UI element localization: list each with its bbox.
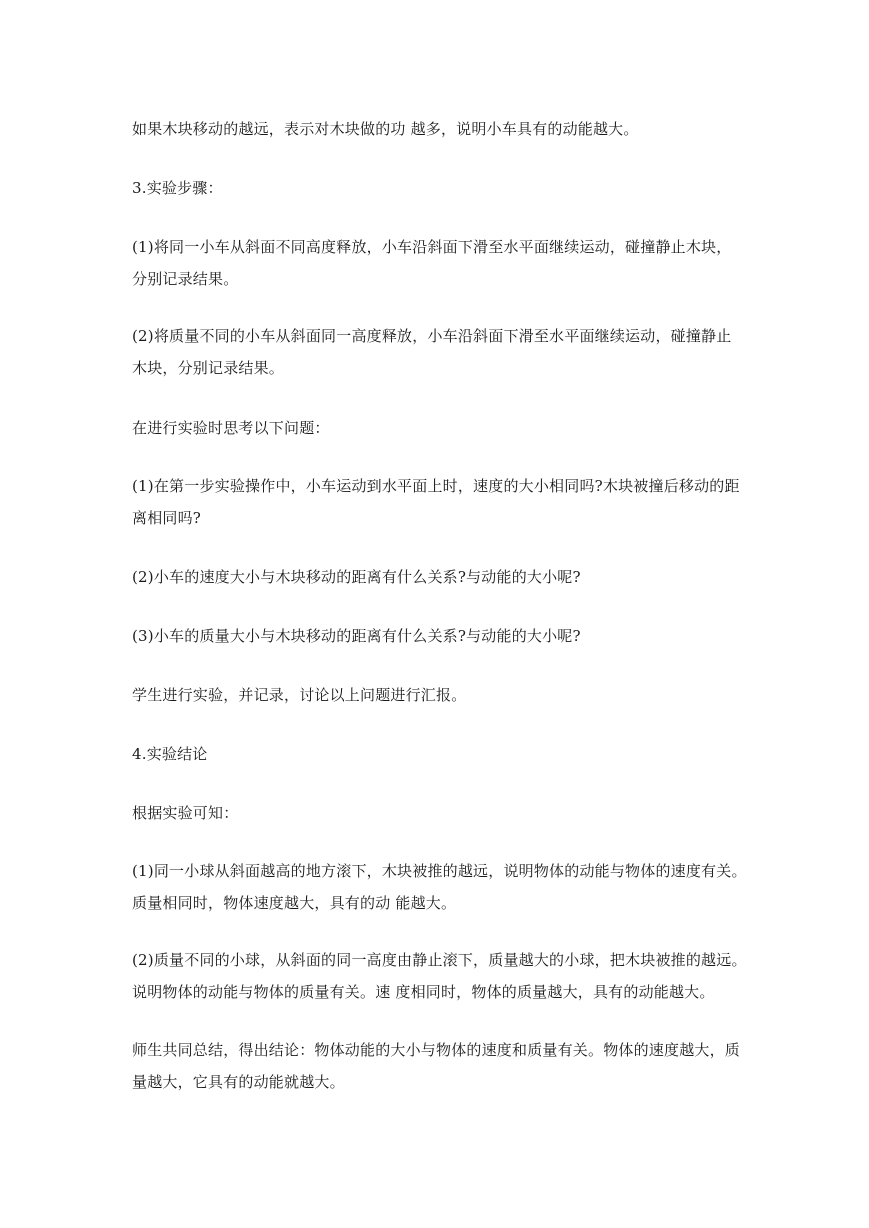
paragraph-line: 离相同吗? [132, 509, 202, 527]
paragraph-line: 分别记录结果。 [132, 270, 239, 288]
paragraph-line: (1)将同一小车从斜面不同高度释放，小车沿斜面下滑至水平面继续运动，碰撞静止木块， [132, 238, 732, 256]
paragraph-line: (2)小车的速度大小与木块移动的距离有什么关系?与动能的大小呢? [132, 568, 581, 586]
paragraph-line: 3.实验步骤： [132, 179, 223, 197]
paragraph-line: 量越大，它具有的动能就越大。 [132, 1073, 345, 1091]
paragraph-line: 4.实验结论 [132, 745, 208, 763]
paragraph-line: (1)同一小球从斜面越高的地方滚下，木块被推的越远，说明物体的动能与物体的速度有关。 [132, 862, 747, 880]
paragraph-line: 学生进行实验，并记录，讨论以上问题进行汇报。 [132, 686, 467, 704]
paragraph-work-done [132, 113, 752, 145]
paragraph-student-report [132, 679, 752, 711]
paragraph-questions-intro [132, 412, 752, 444]
paragraph-line: (2)将质量不同的小车从斜面同一高度释放，小车沿斜面下滑至水平面继续运动，碰撞静止 [132, 327, 732, 345]
paragraph-conclusion-1 [132, 855, 752, 919]
paragraph-conclusion-2 [132, 944, 752, 1008]
paragraph-summary [132, 1034, 752, 1098]
paragraph-line: 如果木块移动的越远，表示对木块做的功 越多，说明小车具有的动能越大。 [132, 120, 639, 138]
heading-experiment-conclusion [132, 738, 752, 770]
paragraph-line: 质量相同时，物体速度越大，具有的动 能越大。 [132, 894, 457, 912]
heading-experiment-steps [132, 172, 752, 204]
paragraph-question-2 [132, 561, 752, 593]
paragraph-line: (2)质量不同的小球，从斜面的同一高度由静止滚下，质量越大的小球，把木块被推的越远。 [132, 951, 747, 969]
paragraph-question-3 [132, 620, 752, 652]
paragraph-question-1 [132, 470, 752, 534]
paragraph-line: 木块，分别记录结果。 [132, 359, 285, 377]
paragraph-line: 说明物体的动能与物体的质量有关。速 度相同时，物体的质量越大，具有的动能越大。 [132, 983, 715, 1001]
paragraph-line: 在进行实验时思考以下问题： [132, 419, 330, 437]
paragraph-line: 师生共同总结，得出结论：物体动能的大小与物体的速度和质量有关。物体的速度越大，质 [132, 1041, 741, 1059]
paragraph-step-1 [132, 231, 752, 295]
paragraph-line: 根据实验可知： [132, 804, 239, 822]
paragraph-line: (3)小车的质量大小与木块移动的距离有什么关系?与动能的大小呢? [132, 627, 581, 645]
paragraph-conclusion-intro [132, 797, 752, 829]
paragraph-step-2 [132, 320, 752, 384]
paragraph-line: (1)在第一步实验操作中，小车运动到水平面上时，速度的大小相同吗?木块被撞后移动的距 [132, 477, 740, 495]
